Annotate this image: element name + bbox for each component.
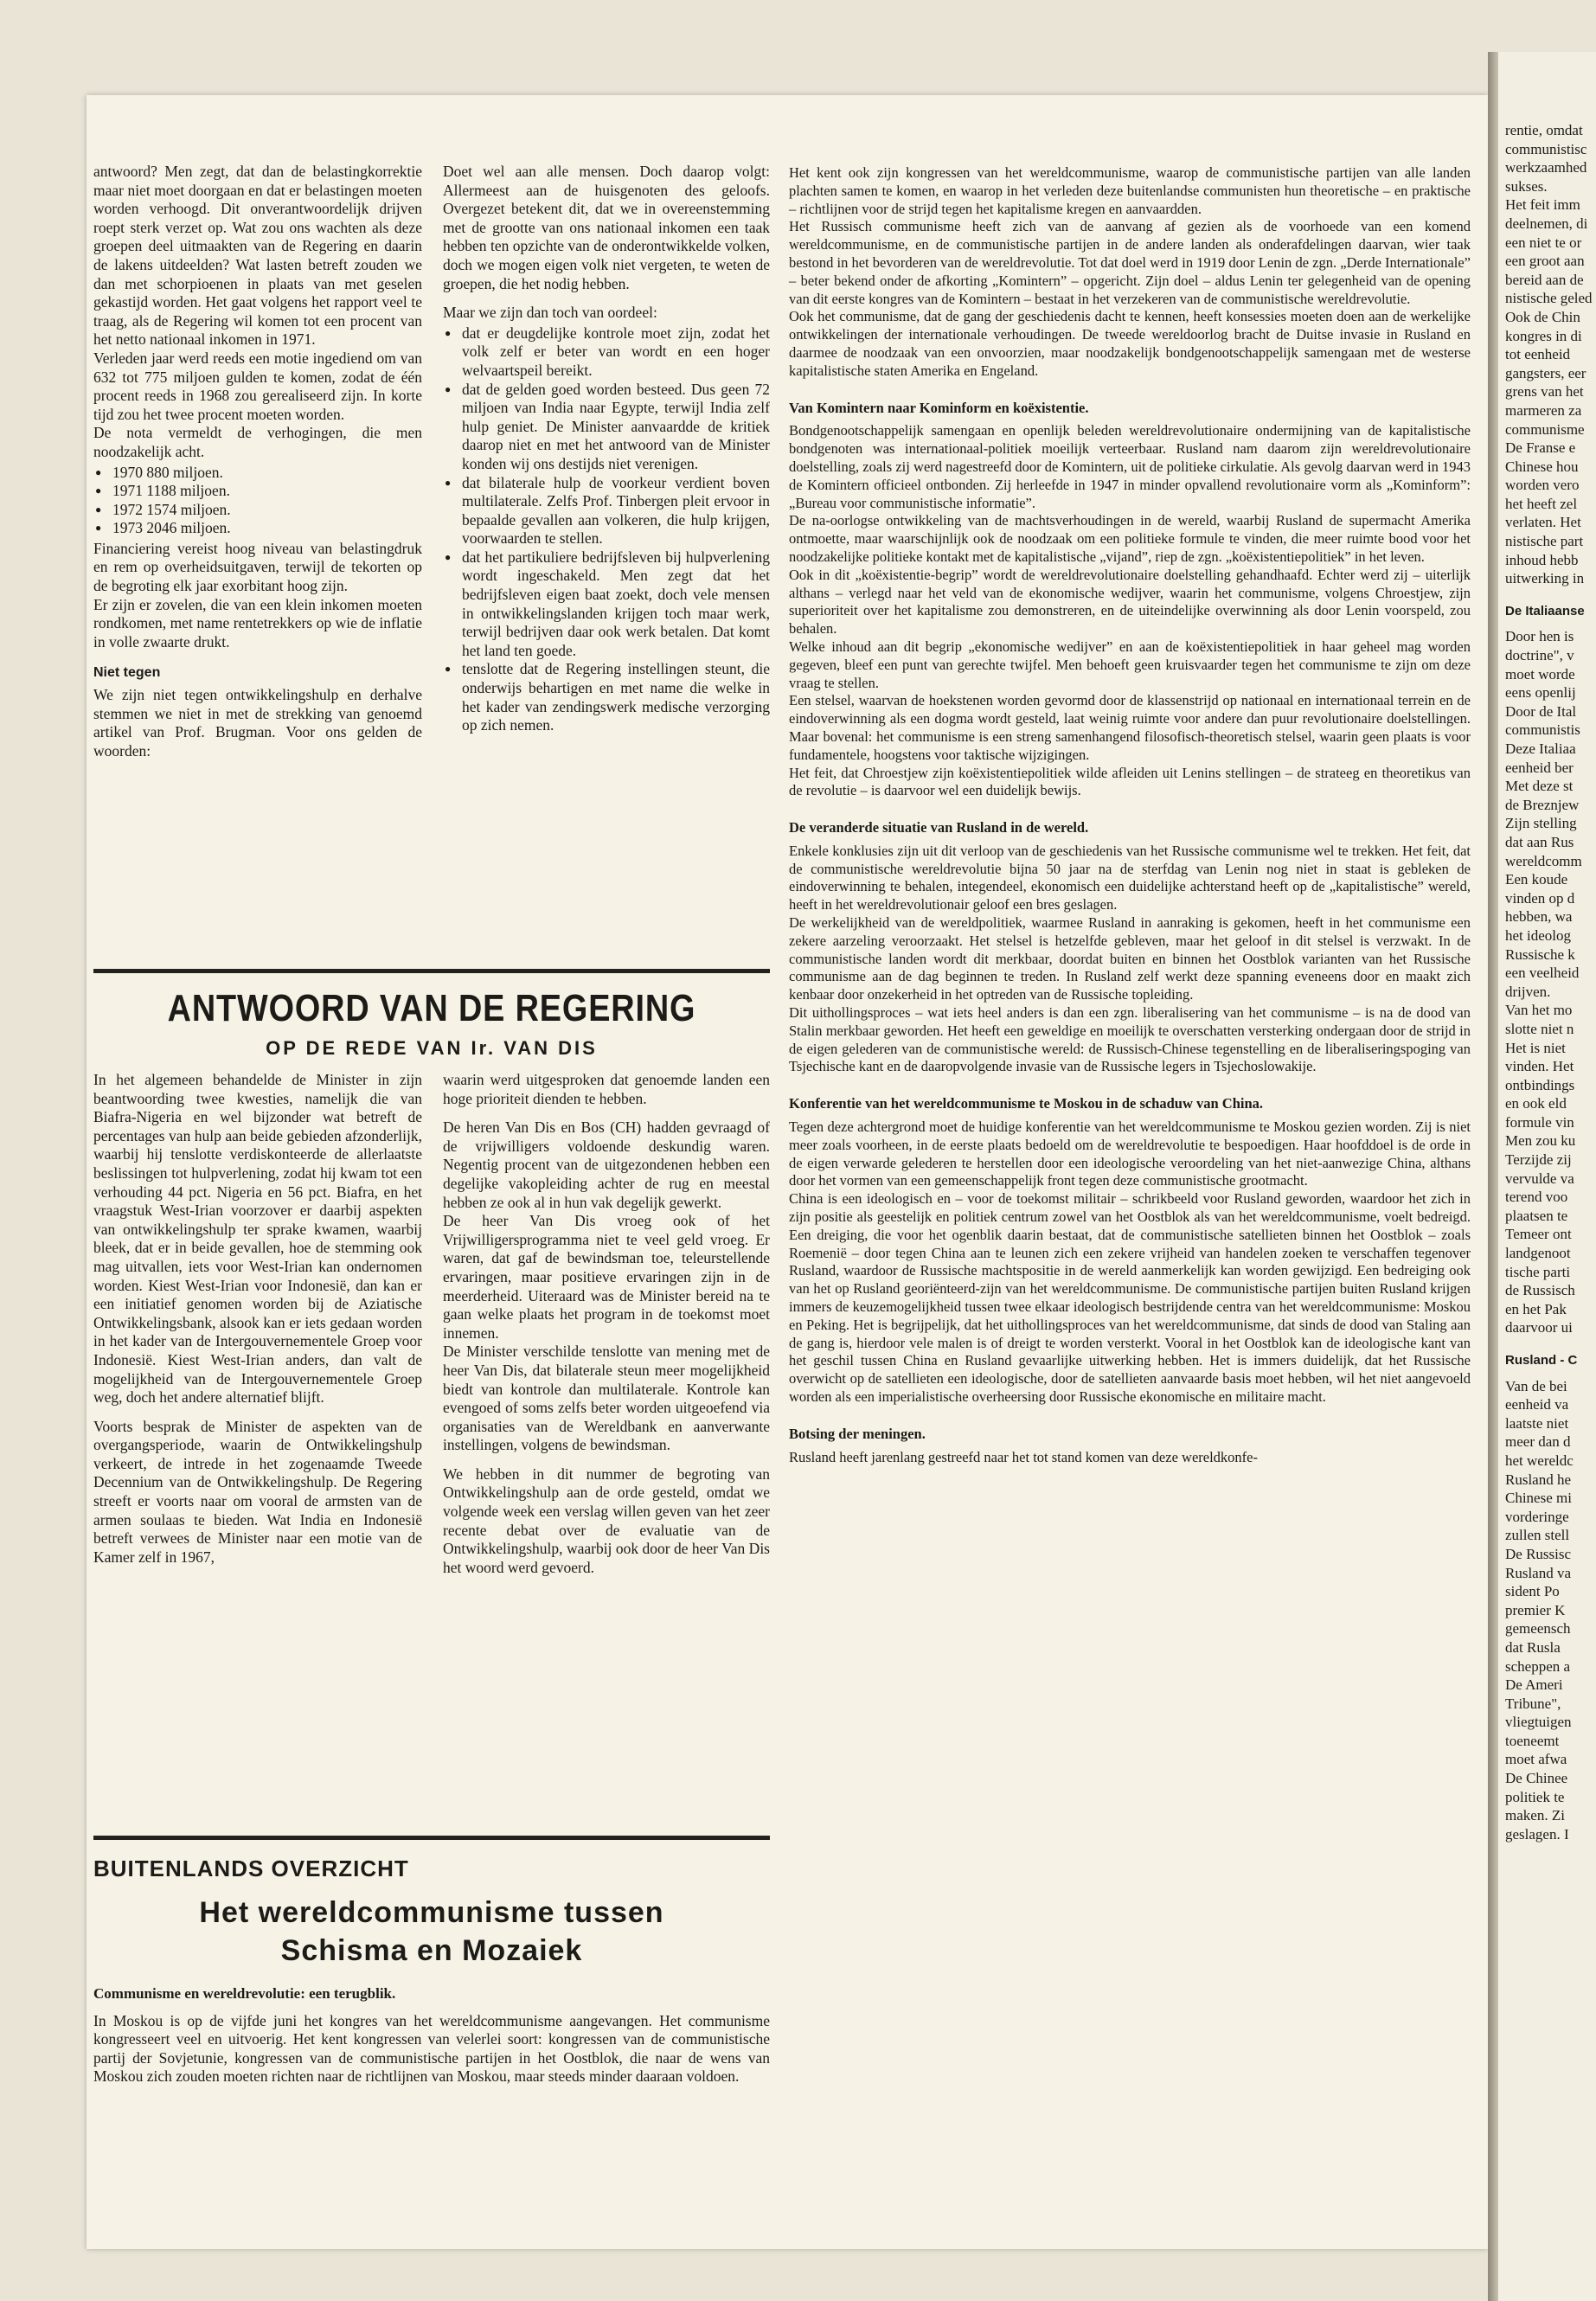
- adjacent-line: sukses.: [1505, 177, 1548, 195]
- adjacent-line: Rusland he: [1505, 1471, 1572, 1488]
- antwoord-left-paragraph-2: Voorts besprak de Minister de aspekten van de overgangsperiode, waarin de Ontwikkelingshulp verkeert, de intrede in het zogenaamde Tweede Decennium van de Ontwikkelingshulp. De Regering streeft er voorts naar om vooral de armsten van de armen soulaas te bieden. Wat India en Indonesië betreft verwees de Minister naar een motie van de Kamer zelf in 1967,: [93, 1417, 422, 1566]
- col1-subheading: Niet tegen: [93, 665, 161, 681]
- column-3: [789, 164, 1471, 1466]
- col2-bullet-item: ● dat het partikuliere bedrijfsleven bij hulpverlening wordt ingeschakeld. Men zegt dat het bedrijfsleven eigen baat zoekt, doch vele mensen in ontwikkelingslanden krijgen toch maar werk, terwijl bedrijven daar ook werk betalen. Dat komt het land ten goede.: [462, 548, 770, 661]
- adjacent-line: tische parti: [1505, 1263, 1571, 1280]
- antwoord-right-paragraph-2: De heren Van Dis en Bos (CH) hadden gevraagd of de vrijwilligers voldoende deskundig waren. Negentig procent van de uitgezondenen hebben een degelijke vakopleiding achter de rug en meestal hebben ze ook al in hun vak degelijk gewerkt.: [443, 1118, 770, 1211]
- adjacent-line: formule vin: [1505, 1113, 1574, 1131]
- adjacent-line: Ook de Chin: [1505, 308, 1580, 325]
- adjacent-line: een veelheid: [1505, 965, 1580, 982]
- col2-bullet-item: ● dat bilaterale hulp de voorkeur verdient boven multilaterale. Zelfs Prof. Tinbergen pleit ervoor in bepaalde gevallen aan volkeren, die hulp krijgen, voorwaarden te stellen.: [462, 474, 770, 548]
- adjacent-line: Tribune",: [1505, 1695, 1561, 1712]
- adjacent-heading: De Italiaanse: [1505, 603, 1585, 619]
- adjacent-line: bereid aan de: [1505, 271, 1584, 288]
- adjacent-line: Een koude: [1505, 871, 1568, 888]
- adjacent-line: eenheid ber: [1505, 759, 1574, 776]
- adjacent-line: drijven.: [1505, 983, 1551, 1000]
- adjacent-line: vinden. Het: [1505, 1058, 1574, 1075]
- adjacent-line: moet afwa: [1505, 1751, 1567, 1768]
- col1-bullet-list: [93, 464, 422, 538]
- adjacent-line: De Franse e: [1505, 439, 1576, 457]
- adjacent-line: gemeensch: [1505, 1620, 1571, 1638]
- antwoord-right-paragraph-1: waarin werd uitgesproken dat genoemde landen een hoge prioriteit dienden te hebben.: [443, 1071, 770, 1107]
- adjacent-line: Rusland va: [1505, 1564, 1572, 1581]
- adjacent-line: geslagen. I: [1505, 1825, 1569, 1843]
- adjacent-line: premier K: [1505, 1601, 1566, 1618]
- antwoord-subtitle: OP DE REDE VAN Ir. VAN DIS: [266, 1037, 598, 1059]
- col3-section-heading: De veranderde situatie van Rusland in de wereld.: [789, 819, 1089, 836]
- col3-s3-paragraph: Enkele konklusies zijn uit dit verloop van de geschiedenis van het Russische communisme wel te trekken. Het feit, dat de communistische wereldrevolutie bijna 50 jaar na de sterfdag van Lenin nog niet in staat is gebleken de eindoverwinning te behalen, integendeel, ekonomisch een duidelijke achterstand heeft op de „kapitalistische” wereld, heeft in het wereldrevolutionair geloof een bres geslagen.: [789, 842, 1471, 913]
- col3-s3-paragraph: De werkelijkheid van de wereldpolitiek, waarmee Rusland in aanraking is gekomen, heeft in het communisme een zekere aarzeling veroorzaakt. Het stelsel is hetzelfde gebleven, maar het geloof in dit stelsel is verzwakt. In de communistische landen wordt dit merkbaar, doordat buiten en binnen het Oostblok varianten van het Russische communisme aan de dag beginnen te treden. In Rusland zelf werkt deze spanning eveneens door en maakt zich kenbaar door onzekerheid in het optreden van de Russische topleiding.: [789, 914, 1471, 1003]
- adjacent-line: hebben, wa: [1505, 908, 1573, 926]
- newspaper-page: [87, 95, 1488, 2249]
- column-1: [93, 163, 422, 760]
- col1-paragraph-4: Financiering vereist hoog niveau van belastingdruk en rem op overheidsuitgaven, terwijl de tekorten op de begroting elk jaar exorbitant hoog zijn.: [93, 539, 422, 595]
- adjacent-line: terend voo: [1505, 1189, 1568, 1206]
- col3-section-heading: Botsing der meningen.: [789, 1425, 926, 1442]
- section-divider-top: [93, 969, 770, 973]
- adjacent-line: tot eenheid: [1505, 346, 1571, 363]
- col3-s2-paragraph: Het feit, dat Chroestjew zijn koëxistentiepolitiek wilde afleiden uit Lenins stellingen – de strateeg en theoretikus van de revolutie – is daarvoor wel een duidelijk bewijs.: [789, 764, 1471, 799]
- adjacent-line: Terzijde zij: [1505, 1151, 1572, 1169]
- adjacent-line: gangsters, eer: [1505, 364, 1586, 381]
- col1-bullet-item: ● 1971 1188 miljoen.: [112, 482, 422, 501]
- col3-s1-paragraph: Het Russisch communisme heeft zich van de aanvang af gezien als de voorhoede van een komend wereldcommunisme, en de communistische partijen in de andere landen als onderafdelingen daarvan, wier taak bestond in het bevorderen van de wereldrevolutie. Tot dat doel werd in 1919 door Lenin de zgn. „Derde Internationale” – beter bekend onder de afkorting „Komintern” – opgericht. Zijn doel – aldus Lenin ter gelegenheid van de opening van dit eerste kongres van de Komintern – bestaat in het verzekeren van de communistische wereldrevolutie.: [789, 218, 1471, 307]
- adjacent-line: vinden op d: [1505, 889, 1575, 907]
- adjacent-line: toeneemt: [1505, 1732, 1560, 1749]
- adjacent-heading: Rusland - C: [1505, 1353, 1578, 1368]
- antwoord-right-paragraph-3: De heer Van Dis vroeg ook of het Vrijwilligersprogramma niet te veel geld vroeg. Er waren, dat gaf de bewindsman toe, teleurstellende ervaringen, maar positieve ervaringen zijn in de meerderheid. Uiteraard was de Minister bereid na te gaan welke plaats het program in de toekomst moet innemen.: [443, 1212, 770, 1342]
- adjacent-line: en ook eld: [1505, 1095, 1567, 1112]
- adjacent-line: Met deze st: [1505, 778, 1574, 795]
- adjacent-line: Deze Italiaa: [1505, 740, 1576, 757]
- adjacent-line: sident Po: [1505, 1583, 1560, 1600]
- col2-bullet-item: ● tenslotte dat de Regering instellingen steunt, die onderwijs behartigen en met name die welke in het kader van zendingswerk medische verzorging op zich nemen.: [462, 660, 770, 734]
- adjacent-line: kongres in di: [1505, 327, 1582, 344]
- adjacent-line: Zijn stelling: [1505, 815, 1577, 832]
- adjacent-line: laatste niet: [1505, 1414, 1569, 1432]
- antwoord-right-paragraph-5: We hebben in dit nummer de begroting van Ontwikkelingshulp aan de orde gesteld, omdat we volgende week een verslag willen geven van het zeer recente debat over de evaluatie van de Ontwikkelingshulp, waarbij ook door de heer Van Dis het woord werd gevoerd.: [443, 1465, 770, 1576]
- adjacent-line: Van het mo: [1505, 1002, 1573, 1019]
- adjacent-line: het ideolog: [1505, 926, 1572, 944]
- buitenlands-title-line-2: Schisma en Mozaiek: [280, 1934, 583, 1967]
- adjacent-line: inhoud hebb: [1505, 551, 1579, 568]
- adjacent-line: Chinese hou: [1505, 458, 1579, 475]
- col2-bullet-item: ● dat er deugdelijke kontrole moet zijn, zodat het volk zelf er beter van wordt en een hoger welvaartspeil bereikt.: [462, 324, 770, 381]
- adjacent-line: deelnemen, di: [1505, 215, 1588, 232]
- adjacent-line: politiek te: [1505, 1788, 1565, 1805]
- adjacent-line: daarvoor ui: [1505, 1319, 1573, 1336]
- adjacent-line: communistis: [1505, 721, 1580, 739]
- antwoord-right-paragraph-4: De Minister verschilde tenslotte van mening met de heer Van Dis, dat bilaterale steun meer mogelijkheid biedt van kontrole dan multilaterale. Kontrole kan evengoed of soms zelfs beter worden uitgeoefend via organisaties van de Wereldbank en aanverwante instellingen, volgens de bewindsman.: [443, 1343, 770, 1454]
- adjacent-line: Chinese mi: [1505, 1490, 1572, 1507]
- adjacent-line: zullen stell: [1505, 1527, 1570, 1544]
- col3-s3-paragraph: Dit uithollingsproces – wat iets heel anders is dan een zgn. liberalisering van het communisme – is na de dood van Stalin merkbaar geworden. Het heeft een geweldige en moeilijk te overschatten versterking ondergaan door de strijd in de eigen gelederen van de communistische wereld: de Russisch-Chinese tegenstelling en de liberaliseringspoging van Tsjechische kant en de daaropvolgende invasie van de Russische legers in Tsjechoslowakije.: [789, 1004, 1471, 1075]
- col1-paragraph-1: antwoord? Men zegt, dat dan de belastingkorrektie maar niet moet doorgaan en dat er belastingen moeten worden verhoogd. Dit onverantwoordelijk drijven roept sterk verzet op. Wat zou ons wachten als deze groepen deel uitmaakten van de Regering en daarin de lakens uitdeelden? Wat lasten betreft zouden we dan met schorpioenen in plaats van met geselen gekastijd worden. Het gaat volgens het rapport veel te traag, als de Regering wil komen tot een procent van het netto nationaal inkomen in 1971.: [93, 163, 422, 349]
- adjacent-line: vervulde va: [1505, 1170, 1574, 1187]
- adjacent-line: doctrine", v: [1505, 647, 1574, 664]
- adjacent-line: dat Rusla: [1505, 1638, 1561, 1656]
- col2-bullet-list: [443, 324, 770, 735]
- adjacent-line: slotte niet n: [1505, 1020, 1574, 1037]
- adjacent-line: moet worde: [1505, 665, 1575, 683]
- adjacent-line: nistische part: [1505, 533, 1584, 550]
- adjacent-line: uitwerking in: [1505, 570, 1585, 587]
- adjacent-line: de Russisch: [1505, 1282, 1575, 1299]
- adjacent-line: grens van het: [1505, 383, 1584, 401]
- col2-paragraph-1: Doet wel aan alle mensen. Doch daarop volgt: Allermeest aan de huisgenoten des geloofs. Overgezet betekent dit, dat we in overeenstemming met de grootte van ons nationaal inkomen een taak hebben ten opzichte van de onderontwikkelde volken, doch we mogen eigen volk niet vergeten, te weten de groepen, die het nodig hebben.: [443, 163, 770, 292]
- adjacent-line: werkzaamhed: [1505, 159, 1587, 176]
- col3-s5-paragraph: Rusland heeft jarenlang gestreefd naar het tot stand komen van deze wereldkonfe-: [789, 1448, 1258, 1465]
- column-2: [443, 163, 770, 737]
- adjacent-line: maken. Zi: [1505, 1807, 1565, 1824]
- adjacent-line: dat aan Rus: [1505, 833, 1574, 850]
- buitenlands-title-line-1: Het wereldcommunisme tussen: [199, 1896, 664, 1929]
- col1-bullet-item: ● 1972 1574 miljoen.: [112, 501, 422, 520]
- adjacent-line: vorderinge: [1505, 1508, 1569, 1525]
- col3-s2-paragraph: Bondgenootschappelijk samengaan en openlijk beleden wereldrevolutionaire ondermijning van de kapitalistische bondgenoten was internationaal-politiek moeilijk verteerbaar. Rusland nam daarom zijn wereldrevolutionaire doelstelling, zoals zij werd nagestreefd door de Komintern, uit de politieke cirkulatie. Als gevolg daarvan werd in 1943 de Komintern officieel ontbonden. Zij herleefde in 1947 in minder opvallend revolutionaire vorm als „Kominform”: „Bureau voor communistische informatie”.: [789, 422, 1471, 511]
- buitenlands-subheading: Communisme en wereldrevolutie: een terugblik.: [93, 1985, 396, 2002]
- adjacent-line: een niet te or: [1505, 234, 1582, 251]
- adjacent-line: Russische k: [1505, 945, 1575, 963]
- antwoord-column-right: [443, 1071, 770, 1577]
- page-gutter: [1488, 52, 1498, 2301]
- adjacent-line: het wereldc: [1505, 1452, 1574, 1469]
- adjacent-line: vliegtuigen: [1505, 1714, 1572, 1731]
- adjacent-line: ontbindings: [1505, 1076, 1575, 1093]
- adjacent-line: verlaten. Het: [1505, 514, 1581, 531]
- adjacent-line: communistisc: [1505, 140, 1587, 157]
- adjacent-line: eenheid va: [1505, 1396, 1569, 1413]
- col3-s2-paragraph: De na-oorlogse ontwikkeling van de machtsverhoudingen in de wereld, waarbij Rusland de supermacht Amerika ontmoette, maar waarschijnlijk ook de noodzaak om een politieke formule te vinden, die meer ruimte bood voor het noodzakelijke politieke kontakt met de kapitalistische „vijand”, riep de zgn. „koëxistentiepolitiek” in het leven.: [789, 512, 1471, 565]
- col3-s1-paragraph: Het kent ook zijn kongressen van het wereldcommunisme, waarop de communistische partijen van alle landen plachten samen te komen, en waarop in het verleden deze buitenlandse communisten hun theoretische – en praktische – richtlijnen voor de strijd tegen het kapitalisme kregen en aanvaardden.: [789, 164, 1471, 217]
- section-divider-bottom: [93, 1836, 770, 1840]
- col3-s2-paragraph: Een stelsel, waarvan de hoekstenen worden gevormd door de klassenstrijd op nationaal en internationaal terrein en de eindoverwinning als een dogma wordt gesteld, laat weinig ruimte voor andere dan puur revolutionaire doelstellingen. Maar bovenal: het communisme is een streng samenhangend filosofisch-theoretisch stelsel, waarin geen plaats is voor fundamentele, hoogstens voor taktische wijzigingen.: [789, 692, 1471, 763]
- adjacent-line: worden vero: [1505, 477, 1580, 494]
- col3-s4-paragraph: Tegen deze achtergrond moet de huidige konferentie van het wereldcommunisme te Moskou gezien worden. Zij is niet meer zoals voorheen, in de eerste plaats bedoeld om de wereldrevolutie te bespoedigen. Haar hoofddoel is de orde in de eigen verwarde gelederen te herstellen door een ideologische veroordeling van het niet-aanwezige China, althans door het vormen van een gemeenschappelijk front tegen deze communistische grootmacht.: [789, 1118, 1471, 1189]
- adjacent-line: marmeren za: [1505, 401, 1582, 419]
- adjacent-line: en het Pak: [1505, 1300, 1567, 1317]
- adjacent-line: Het feit imm: [1505, 196, 1580, 214]
- adjacent-line: communisme: [1505, 420, 1585, 438]
- antwoord-left-paragraph-1: In het algemeen behandelde de Minister in zijn beantwoording twee kwesties, namelijk die van Biafra-Nigeria en wel bijzonder wat betreft de percentages van hulp aan beide gebieden afzonderlijk, waarbij hij tenslotte verdiskonteerde de allerlaatste beslissingen tot hulpverlening, zodat hij kwam tot een verhouding 44 pct. Nigeria en 56 pct. Biafra, en het vraagstuk West-Irian voorzover er daarbij aspekten van ontwikkelingshulp ter sprake kwamen, waarbij bleek, dat er in beide gevallen, hoe de stemming ook mag uitvallen, iets voor West-Irian kan ondernomen worden. Kiest West-Irian voor Indonesië, dan kan er een initiatief genomen worden bij de Aziatische Ontwikkelingsbank, alsook kan er iets gedaan worden in het kader van de Intergouvernementele Groep voor Indonesië. Kiest West-Irian anders, dan valt de mogelijkheid van de Intergouvernementele Groep weg, doch het andere alternatief blijft.: [93, 1071, 422, 1407]
- col1-bullet-item: ● 1973 2046 miljoen.: [112, 519, 422, 538]
- adjacent-line: wereldcomm: [1505, 852, 1582, 869]
- adjacent-line: eens openlij: [1505, 684, 1576, 702]
- col1-paragraph-6: We zijn niet tegen ontwikkelingshulp en derhalve stemmen we niet in met de strekking van genoemd artikel van Prof. Brugman. Voor ons gelden de woorden:: [93, 686, 422, 760]
- adjacent-line: De Ameri: [1505, 1676, 1563, 1694]
- adjacent-line: nistische geled: [1505, 290, 1593, 307]
- col3-s1-paragraph: Ook het communisme, dat de gang der geschiedenis dacht te kennen, heeft konsessies moeten doen aan de werkelijke ontwikkelingen der internationale verhoudingen. De tweede wereldoorlog bracht de Duitse invasie in Rusland en daarmee de noodzaak van een onvoorzien, maar noodzakelijk bondgenootschappelijk samengaan met de westerse kapitalistische staten Amerika en Engeland.: [789, 308, 1471, 379]
- adjacent-line: plaatsen te: [1505, 1207, 1568, 1224]
- adjacent-line: De Chinee: [1505, 1770, 1568, 1787]
- adjacent-line: Het is niet: [1505, 1039, 1566, 1056]
- adjacent-line: het heeft zel: [1505, 495, 1578, 512]
- col3-section-heading: Van Komintern naar Kominform en koëxistentie.: [789, 399, 1089, 416]
- adjacent-line: landgenoot: [1505, 1245, 1571, 1262]
- buitenlands-kicker: BUITENLANDS OVERZICHT: [93, 1856, 409, 1881]
- antwoord-headline: ANTWOORD VAN DE REGERING: [167, 987, 696, 1029]
- col3-s4-paragraph: China is een ideologisch en – voor de toekomst militair – schrikbeeld voor Rusland geworden, waardoor het zich in zijn positie als geestelijk en politiek centrum zowel van het Oostblok als van het wereldcommunisme, voelt bedreigd. Een dreiging, die voor het ogenblik daarin bestaat, dat de communistische satellieten binnen het Oostblok – zoals Roemenië – door tegen China aan te leunen zich een zekere vrijheid van handelen zoeken te verschaffen tegenover Rusland, waardoor de Russische machtspositie in de wereld aanmerkelijk kan worden gewijzigd. Een bedreiging ook van het op Rusland georiënteerd-zijn van het wereldcommunisme. De communistische partijen buiten Rusland krijgen immers de keuzemogelijkheid tussen twee elkaar ideologisch bestrijdende centra van het wereldcommunisme: Moskou en Peking. Het is begrijpelijk, dat het uithollingsproces van het wereldcommunisme, dat sinds de dood van Staling aan de gang is, hierdoor vele malen is of dreigt te worden versterkt. Vooral in het Oostblok kan de ideologische kant van het geschil tussen China en Rusland gevaarlijke uitwerking hebben. Het is immers duidelijk, dat het Russische overwicht op de satellieten een ideologische, door de satellieten aanvaarde basis moet hebben, wil het niet aangevoeld worden als een imperialistische overheersing door Russische ekonomische en militaire macht.: [789, 1190, 1471, 1405]
- adjacent-line: Door hen is: [1505, 628, 1574, 645]
- col2-bullet-item: ● dat de gelden goed worden besteed. Dus geen 72 miljoen van India naar Egypte, terwijl India zelf hulp geniet. De Minister aanvaardde de kritiek daarop niet en met het antwoord van de Minister konden wij ons destijds niet verenigen.: [462, 381, 770, 474]
- col1-paragraph-3: De nota vermeldt de verhogingen, die men noodzakelijk acht.: [93, 424, 422, 460]
- col3-s2-paragraph: Ook in dit „koëxistentie-begrip” wordt de wereldrevolutionaire doelstelling gehandhaafd. Echter werd zij – uiterlijk althans – verlegd naar het veld van de ekonomische wedijver, waarin het communisme, volgens Chroestjew, zijn superioriteit over het kapitalisme zou demonstreren, en de uiteindelijke overwinning als door Lenin voorspeld, zou behalen.: [789, 566, 1471, 638]
- adjacent-line: Door de Ital: [1505, 702, 1577, 720]
- adjacent-line: een groot aan: [1505, 253, 1585, 270]
- col2-intro: Maar we zijn dan toch van oordeel:: [443, 304, 657, 322]
- col1-paragraph-5: Er zijn er zovelen, die van een klein inkomen moeten rondkomen, met name rentetrekkers op wie de inflatie in volle zwaarte drukt.: [93, 595, 422, 651]
- col3-s2-paragraph: Welke inhoud aan dit begrip „ekonomische wedijver” en aan de koëxistentiepolitiek in haar geheel mag worden gegeven, bleef een punt van gerechte twijfel. Men behoeft geen kruisvaarder tegen het communisme te zijn om deze vraag te stellen.: [789, 638, 1471, 691]
- adjacent-line: de Breznjew: [1505, 796, 1580, 813]
- adjacent-line: Temeer ont: [1505, 1226, 1572, 1243]
- adjacent-line: Men zou ku: [1505, 1132, 1576, 1150]
- col3-section-heading: Konferentie van het wereldcommunisme te Moskou in de schaduw van China.: [789, 1095, 1264, 1112]
- buitenlands-intro: [93, 1984, 770, 2086]
- adjacent-line: rentie, omdat: [1505, 122, 1583, 138]
- adjacent-line: De Russisc: [1505, 1545, 1572, 1562]
- col1-bullet-item: ● 1970 880 miljoen.: [112, 464, 422, 483]
- adjacent-page-edge: [1498, 52, 1596, 2301]
- col1-paragraph-2: Verleden jaar werd reeds een motie ingediend om van 632 tot 775 miljoen gulden te komen, zodat de één procent reeds in 1968 zou gerealiseerd zijn. In korte tijd zou het twee procent moeten worden.: [93, 349, 422, 423]
- adjacent-line: meer dan d: [1505, 1433, 1571, 1451]
- buitenlands-paragraph: In Moskou is op de vijfde juni het kongres van het wereldcommunisme aangevangen. Het communisme kongresseert veel en uitvoerig. Het kent kongressen van velerlei soort: kongressen van de communistische partij der Sovjetunie, kongressen van de communistische partijen in het Oostblok, die naar de wens van Moskou zich zouden moeten richten naar de richtlijnen van Moskou, maar steeds minder daaraan voldoen.: [93, 2011, 770, 2086]
- adjacent-line: Van de bei: [1505, 1377, 1567, 1394]
- antwoord-column-left: [93, 1071, 422, 1567]
- adjacent-line: scheppen a: [1505, 1657, 1571, 1675]
- adjacent-page-column: [1505, 121, 1596, 1843]
